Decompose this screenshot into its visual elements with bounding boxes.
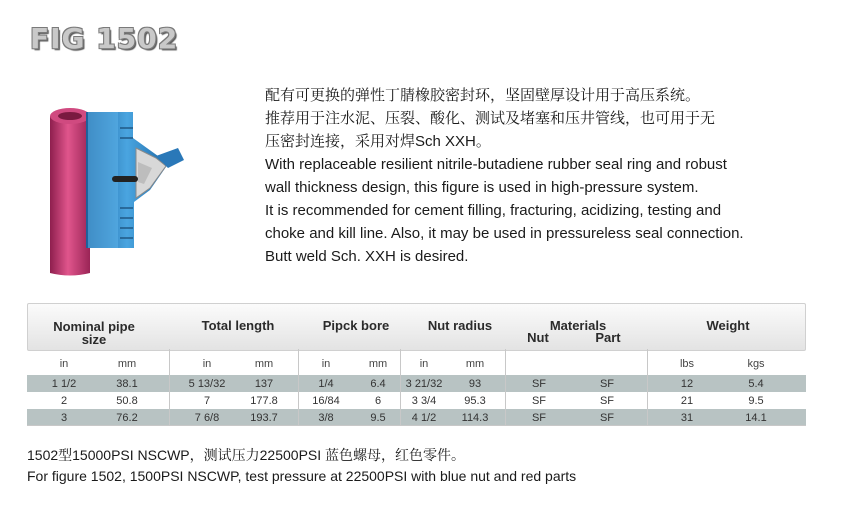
union-cutaway-image — [38, 98, 228, 278]
cell: 3 21/32 — [405, 378, 443, 390]
cell: SF — [531, 412, 547, 424]
units-row — [27, 351, 806, 375]
cell: 31 — [680, 412, 694, 424]
description-line: wall thickness design, this figure is used in high-pressure system. — [265, 179, 699, 196]
column-divider — [400, 349, 401, 425]
unit-label: in — [419, 358, 429, 370]
description-line: choke and kill line. Also, it may be used in pressureless seal connection. — [265, 225, 744, 242]
table-bottom-rule — [27, 425, 806, 426]
unit-label: mm — [117, 358, 137, 370]
description-line: 配有可更换的弹性丁腈橡胶密封环，坚固壁厚设计用于高压系统。 — [265, 87, 701, 104]
header-materials: Materials — [549, 318, 607, 333]
unit-label: in — [59, 358, 69, 370]
cell: 12 — [680, 378, 694, 390]
footnote-chinese: 1502型15000PSI NSCWP，测试压力22500PSI 蓝色螺母，红色零件。 — [27, 447, 466, 463]
cell: 16/84 — [312, 395, 340, 407]
unit-label: lbs — [679, 358, 695, 370]
cell: 5.4 — [748, 378, 764, 390]
description-line: Butt weld Sch. XXH is desired. — [265, 248, 469, 265]
cell: SF — [531, 378, 547, 390]
table-row — [27, 392, 806, 409]
cell: 1 1/2 — [51, 378, 77, 390]
description-line: 压密封连接，采用对焊Sch XXH。 — [265, 133, 491, 150]
page-title: FIG 1502 — [30, 22, 179, 55]
cell: 1/4 — [318, 378, 334, 390]
table-header — [27, 303, 806, 351]
description-line: With replaceable resilient nitrile-butadiene rubber seal ring and robust — [265, 156, 727, 173]
cell: 9.5 — [370, 412, 386, 424]
cell: SF — [599, 395, 615, 407]
spec-table — [27, 303, 806, 426]
cell: 21 — [680, 395, 694, 407]
unit-label: kgs — [747, 358, 765, 370]
cell: 7 6/8 — [194, 412, 220, 424]
cell: 3 — [60, 412, 68, 424]
unit-label: mm — [465, 358, 485, 370]
description-line: It is recommended for cement filling, fracturing, acidizing, testing and — [265, 202, 722, 219]
header-weight: Weight — [706, 318, 750, 333]
table-row — [27, 375, 806, 392]
description-line: 推荐用于注水泥、压裂、酸化、测试及堵塞和压井管线，也可用于无 — [265, 110, 716, 127]
cell: 3 3/4 — [411, 395, 437, 407]
unit-label: in — [202, 358, 212, 370]
cell: 114.3 — [461, 412, 489, 424]
cell: 93 — [468, 378, 482, 390]
cell: SF — [599, 412, 615, 424]
cell: 7 — [203, 395, 211, 407]
description — [265, 84, 825, 268]
cell: 6 — [374, 395, 382, 407]
header-part: Part — [595, 330, 621, 345]
cell: 3/8 — [318, 412, 334, 424]
header-pipck-bore: Pipck bore — [322, 318, 390, 333]
cell: 6.4 — [370, 378, 386, 390]
cell: 76.2 — [116, 412, 138, 424]
cell: 14.1 — [745, 412, 767, 424]
unit-label: mm — [254, 358, 274, 370]
column-divider — [505, 349, 506, 425]
header-nominal-size: size — [81, 332, 107, 347]
cell: 9.5 — [748, 395, 764, 407]
header-nominal-pipe: Nominal pipe — [53, 319, 135, 334]
column-divider — [298, 349, 299, 425]
cell: 38.1 — [116, 378, 138, 390]
cell: 95.3 — [464, 395, 486, 407]
column-divider — [169, 349, 170, 425]
cell: SF — [599, 378, 615, 390]
cell: SF — [531, 395, 547, 407]
table-row — [27, 409, 806, 426]
unit-label: mm — [368, 358, 388, 370]
cell: 193.7 — [250, 412, 278, 424]
column-divider — [647, 349, 648, 425]
header-nut-radius: Nut radius — [427, 318, 493, 333]
cell: 177.8 — [250, 395, 278, 407]
header-total-length: Total length — [201, 318, 275, 333]
cell: 137 — [254, 378, 274, 390]
cell: 4 1/2 — [411, 412, 437, 424]
cell: 2 — [60, 395, 68, 407]
unit-label: in — [321, 358, 331, 370]
cell: 5 13/32 — [188, 378, 226, 390]
footnote-english: For figure 1502, 1500PSI NSCWP, test pressure at 22500PSI with blue nut and red parts — [27, 468, 577, 484]
header-nut: Nut — [527, 330, 549, 345]
cell: 50.8 — [116, 395, 138, 407]
